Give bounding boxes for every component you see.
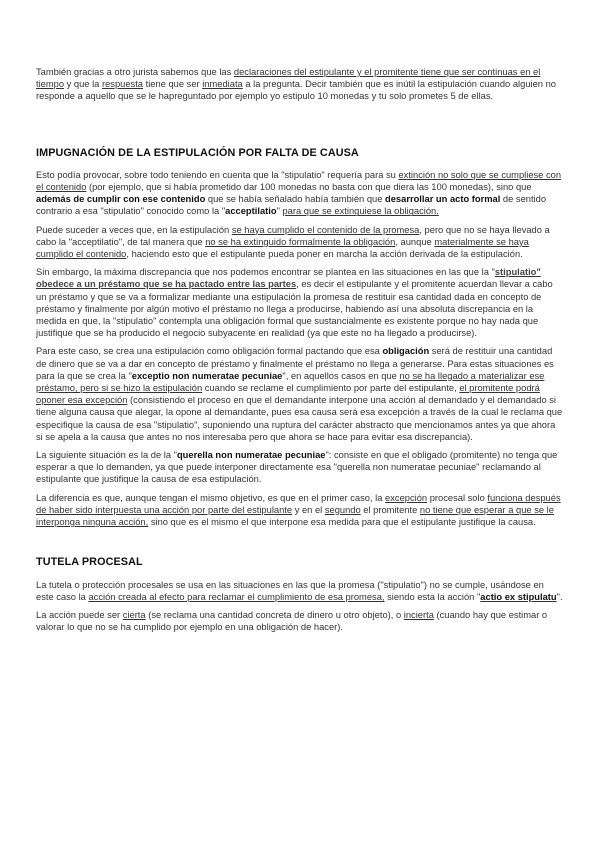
text-span: ". bbox=[556, 591, 563, 602]
text-span: y que la bbox=[64, 79, 102, 90]
bold-phrase: actio ex stipulatu bbox=[480, 591, 557, 602]
text-span: La siguiente situación es la de la " bbox=[36, 450, 177, 461]
text-span: " bbox=[276, 206, 283, 217]
underlined-phrase: no se ha llegado a materializar ese préstamo, pero si se hizo la estipulación bbox=[36, 370, 545, 394]
text-span: (por ejemplo, que si había prometido dar 100 monedas no basta con que diera las 100 monedas), sino que bbox=[86, 182, 532, 193]
paragraph-jurist bbox=[36, 66, 564, 103]
bold-phrase: además de cumplir con ese contenido bbox=[36, 194, 206, 205]
text-span: , pero que no se haya llevado a cabo la "acceptilatio", de tal manera que bbox=[36, 224, 550, 247]
underlined-phrase: no se ha extinguido formalmente la obligación bbox=[205, 236, 396, 247]
bold-phrase: querella non numeratae pecuniae bbox=[176, 450, 326, 461]
text-span: (cuando hay que estimar o valorar lo que no se ha cumplido por ejemplo en una obligación de hacer). bbox=[36, 609, 548, 633]
text-span: que se había señalado había también que bbox=[205, 194, 386, 205]
document-page bbox=[36, 66, 564, 639]
text-span: , haciendo esto que el estipulante pueda poner en marcha la acción derivada de la estipulación. bbox=[126, 249, 523, 260]
underlined-phrase: no tiene que esperar a que se le interponga ninguna acción, bbox=[36, 504, 554, 528]
text-span: Para este caso, se crea una estipulación como obligación formal pactando que esa bbox=[36, 346, 383, 357]
text-span: También gracias a otro jurista sabemos que las bbox=[36, 67, 234, 77]
paragraph-querella bbox=[36, 449, 564, 486]
text-span: (consistiendo el proceso en que el demandante interpone una acción al demandado y el demandado si tiene alguna causa que alegar, la opone al demandante, pues esa causa será esa excepción a través de la cual le reclama que especifique la causa de esa "stipulatio", suponiendo una ruptura del carácter abstracto que mencionamos antes ya que ahora si se apela a la causa que antes no nos interesaba pero que ahora se hace para evitar esa discrepancia). bbox=[36, 395, 563, 442]
text-span: , es decir el estipulante y el promitente acuerdan llevar a cabo un préstamo y que se va a formalizar mediante una estipulación la promesa de restituir esa cantidad dada en concepto de préstamo y finalmente por algún motivo el préstamo no llega a producirse, habiendo así una absoluta discrepancia en la medida en que, la "stipulatio" contempla una obligación formal que sustancialmente es existente porque no hay nada que justifique que se ha producido el negocio subyacente en realidad (ya que este no ha llegado a producirse). bbox=[36, 279, 553, 339]
bold-phrase: exceptio non numeratae pecuniae bbox=[131, 370, 283, 381]
section-heading-tutela: TUTELA PROCESAL bbox=[36, 556, 143, 569]
underlined-phrase: extinción no solo que se cumpliese con el contenido bbox=[36, 169, 562, 193]
underlined-phrase: segundo bbox=[324, 504, 361, 515]
underlined-phrase: para que se extinguiese la obligación. bbox=[282, 206, 439, 217]
underlined-phrase: incierta bbox=[403, 609, 434, 620]
underlined-phrase: inmediata bbox=[202, 79, 243, 90]
paragraph-tutela bbox=[36, 579, 564, 603]
text-span: será de restituir una cantidad de dinero que se va a dar en concepto de préstamo y finalmente el préstamo no llega a generarse. Para estas situaciones es para la que se crea la " bbox=[36, 346, 554, 381]
underlined-phrase: acción creada al efecto para reclamar el cumplimiento de esa promesa, bbox=[88, 591, 385, 602]
text-span: (se reclama una cantidad concreta de dinero u otro objeto), o bbox=[145, 609, 404, 620]
section-heading-impugnacion: IMPUGNACIÓN DE LA ESTIPULACIÓN POR FALTA DE CAUSA bbox=[36, 146, 359, 159]
text-span: siendo esta la acción " bbox=[384, 591, 481, 602]
underlined-phrase: materialmente se haya cumplido el contenido bbox=[36, 236, 529, 260]
underlined-phrase: respuesta bbox=[101, 79, 144, 90]
underlined-phrase: stipulatio" obedece a un préstamo que se ha pactado entre las partes bbox=[36, 267, 541, 290]
underlined-phrase: se haya cumplido el contenido de la promesa bbox=[231, 224, 420, 235]
text-span: La acción puede ser bbox=[36, 609, 123, 620]
text-span: ", en aquellos casos en que bbox=[282, 370, 400, 381]
text-span: de sentido contrario a esa "stipulatio" conocido como la " bbox=[36, 194, 547, 217]
text-span: sino que es el mismo el que interpone esa medida para que el estipulante justifique la causa. bbox=[148, 517, 536, 528]
text-span: , aunque bbox=[395, 236, 435, 247]
paragraph-diferencia bbox=[36, 492, 564, 529]
paragraph-accion bbox=[36, 609, 564, 633]
underlined-phrase: el promitente podrá oponer esa excepción bbox=[36, 383, 540, 406]
paragraph-extincion bbox=[36, 169, 564, 218]
text-span: Puede suceder a veces que, en la estipulación bbox=[36, 224, 232, 235]
text-span: y en el bbox=[292, 504, 325, 515]
text-span: Esto podía provocar, sobre todo teniendo en cuenta que la "stipulatio" requería para su bbox=[36, 169, 399, 180]
paragraph-acceptilatio bbox=[36, 224, 564, 261]
bold-phrase: acceptilatio bbox=[225, 206, 277, 217]
text-span: Sin embargo, la máxima discrepancia que nos podemos encontrar se plantea en las situaciones en las que la " bbox=[36, 267, 495, 278]
text-span: a la pregunta. Decir también que es inútil la estipulación cuando alguien no responde a aquello que se le hapreguntado por ejemplo yo estipulo 10 monedas y tu solo prometes 5 de ellas. bbox=[36, 79, 556, 102]
text-span: procesal solo bbox=[427, 492, 488, 503]
text-span: cuando se reclame el cumplimiento por parte del estipulante, bbox=[202, 383, 460, 394]
underlined-phrase: excepción bbox=[385, 492, 428, 503]
paragraph-discrepancia bbox=[36, 266, 564, 339]
text-span: ": consiste en que el obligado (promitente) no tenga que esperar a que lo demanden, ya que puede interponer directamente esa "querella non numeratae pecuniae" reclamando al estipulante que justifique la causa de esa estipulación. bbox=[36, 450, 558, 485]
bold-phrase: obligación bbox=[382, 346, 430, 357]
underlined-phrase: cierta bbox=[122, 609, 146, 620]
underlined-phrase: declaraciones del estipulante y el promitente tiene que ser continuas en el tiempo bbox=[36, 67, 541, 90]
text-span: tiene que ser bbox=[143, 79, 203, 90]
text-span: La diferencia es que, aunque tengan el mismo objetivo, es que en el primer caso, la bbox=[36, 492, 386, 503]
text-span: el promitente bbox=[360, 504, 420, 515]
text-span: La tutela o protección procesales se usa en las situaciones en las que la promesa ("stipulatio") no se cumple, usándose en este caso la bbox=[36, 579, 544, 602]
paragraph-exceptio bbox=[36, 345, 564, 443]
underlined-phrase: funciona después de haber sido interpuesta una acción por parte del estipulante bbox=[36, 492, 561, 515]
bold-phrase: desarrollar un acto formal bbox=[385, 194, 501, 205]
